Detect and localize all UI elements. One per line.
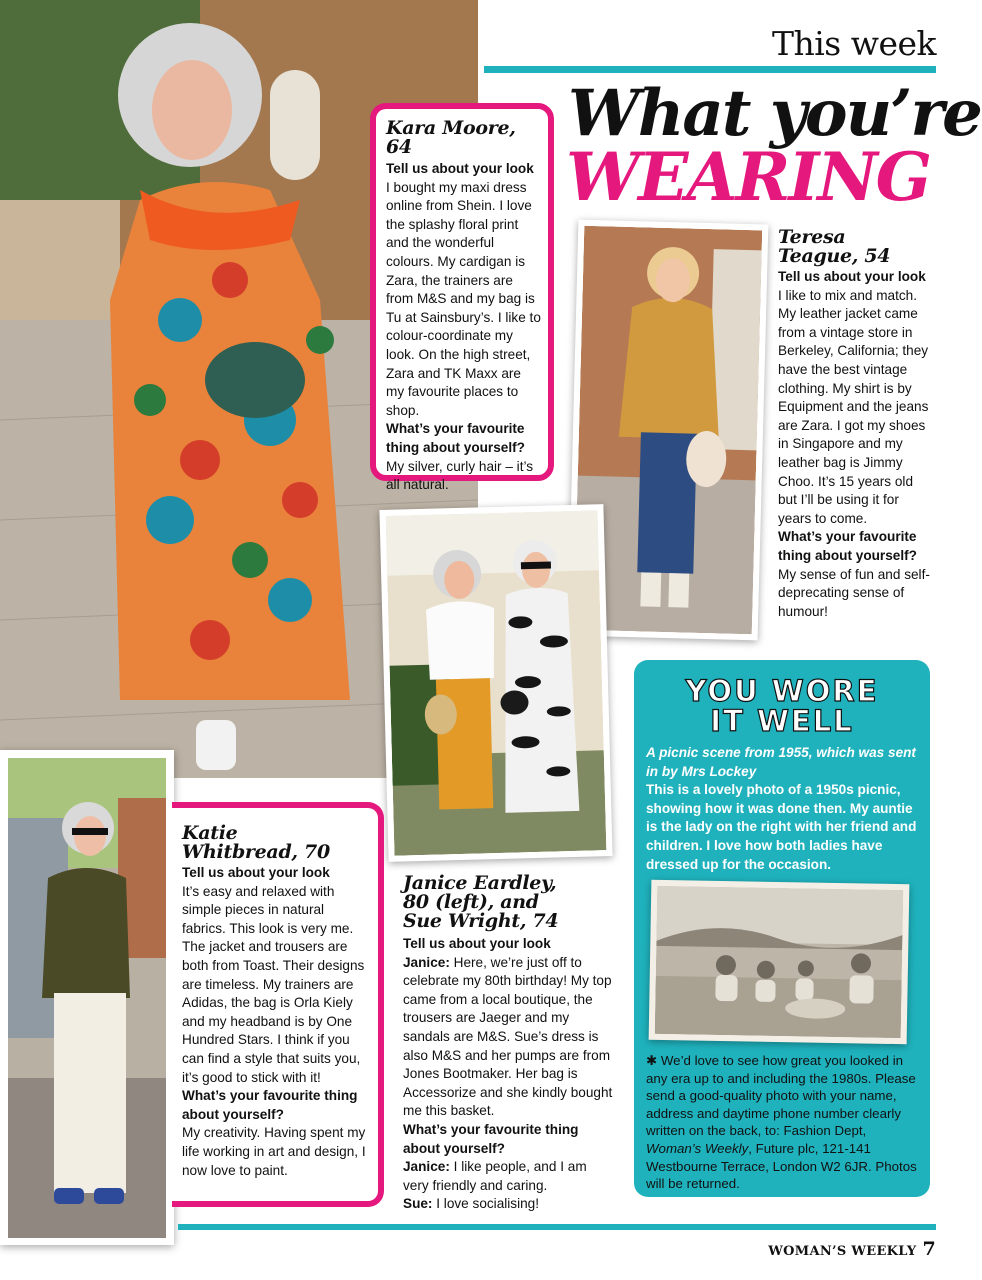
top-teal-rule	[484, 66, 936, 73]
janice-q2: What’s your favourite thing about yourself?	[403, 1121, 579, 1156]
picnic-caption-body: This is a lovely photo of a 1950s picnic, showing how it was done then. My auntie is the lady on the right with her friend and children. I love how both ladies have dressed up for the occasion.	[646, 782, 917, 872]
katie-whitbread-name-line2: Whitbread, 70	[182, 841, 330, 863]
janice-sue-name-line3: Sue Wright, 74	[403, 910, 559, 932]
janice-a1-speaker: Janice:	[403, 954, 450, 970]
katie-whitbread-caption	[172, 802, 384, 1207]
kara-moore-caption	[370, 103, 554, 493]
katie-whitbread-photo-frame	[0, 750, 174, 1245]
katie-answer2: My creativity. Having spent my life working in art and design, I now love to paint.	[182, 1125, 366, 1178]
teresa-teague-caption	[778, 228, 934, 621]
magazine-name: WOMAN’S WEEKLY	[768, 1244, 917, 1259]
bottom-teal-rule	[178, 1224, 936, 1230]
kara-q1: Tell us about your look	[386, 161, 534, 176]
page-folio	[768, 1238, 936, 1260]
submission-magazine-name: Woman’s Weekly	[646, 1140, 749, 1156]
submission-info-part2: , Future plc, 121-141 Westbourne Terrace, London W2 6JR. Photos will be returned.	[646, 1140, 917, 1192]
you-wore-it-well-title-line1: YOU WORE	[685, 674, 879, 708]
janice-sue-name-line1: Janice Eardley,	[403, 872, 557, 894]
janice-sue-name-line2: 80 (left), and	[403, 891, 539, 913]
katie-q1: Tell us about your look	[182, 865, 330, 880]
katie-answer1: It’s easy and relaxed with simple pieces in natural fabrics. This look is very me. The jacket and trousers are both from Toast. Their designs are timeless. My trainers are Adidas, the bag is Orla Kiely and my headband is by One Hundred Stars. I think if you can find a style that suits you, it’s good to stick with it!	[182, 883, 365, 1085]
katie-whitbread-photo	[8, 758, 166, 1238]
kara-moore-name: Kara Moore, 64	[386, 117, 516, 158]
janice-q1: Tell us about your look	[403, 936, 551, 951]
teresa-teague-name-line1: Teresa	[778, 226, 846, 248]
janice-sue-caption	[403, 874, 615, 1214]
submission-star-icon: ✱	[646, 1053, 658, 1068]
you-wore-it-well-panel	[634, 660, 930, 1197]
janice-a2-speaker: Janice:	[403, 1159, 450, 1175]
kara-answer1: I bought my maxi dress online from Shein. I love the splashy floral print and the wonderful colours. My cardigan is Zara, the trainers are from M&S and my bag is Tu at Sainsbury’s. I like to colour-coordinate my look. On the high street, Zara and TK Maxx are my favourite places to shop.	[386, 179, 541, 418]
you-wore-it-well-title-line2: IT WELL	[710, 704, 854, 738]
janice-answer1: Here, we’re just off to celebrate my 80th birthday! My top came from a local boutique, the trousers are Jaeger and my sandals are M&S. Sue’s dress is also M&S and her pumps are from Jones Bootmaker. Her bag is Accessorize and she kindly bought me this basket.	[403, 954, 613, 1119]
janice-answer2: I like people, and I am very friendly and caring.	[403, 1159, 587, 1193]
submission-info-part1: We’d love to see how great you looked in any era up to and including the 1980s. Please send a good-quality photo with your name, address and daytime phone number clearly written on the back, to: Fashion Dept,	[646, 1053, 916, 1139]
katie-whitbread-photo-art	[8, 758, 166, 1238]
picnic-photo-art	[655, 886, 904, 1038]
kara-answer2: My silver, curly hair – it’s all natural.	[386, 458, 534, 493]
teresa-answer2: My sense of fun and self-deprecating sense of humour!	[778, 566, 930, 619]
katie-q2: What’s your favourite thing about yourself?	[182, 1088, 358, 1122]
picnic-photo-frame	[649, 880, 910, 1044]
picnic-caption-intro: A picnic scene from 1955, which was sent in by Mrs Lockey	[646, 745, 916, 779]
janice-sue-photo-frame	[379, 504, 612, 862]
page-title-line2: WEARING	[566, 138, 931, 216]
teresa-q1: Tell us about your look	[778, 269, 926, 284]
kara-q2: What’s your favourite thing about yourself?	[386, 421, 525, 455]
teresa-answer1: I like to mix and match. My leather jacket came from a vintage store in Berkeley, California; they have the best vintage clothing. My shirt is by Equipment and the jeans are Zara. I got my shoes in Singapore and my leather bag is Jimmy Choo. It’s 15 years old but I’ll be using it for years to come.	[778, 287, 929, 526]
sue-answer: I love socialising!	[436, 1196, 540, 1212]
janice-sue-photo-art	[386, 510, 607, 855]
picnic-photo	[655, 886, 904, 1038]
teresa-teague-name-line2: Teague, 54	[778, 245, 891, 267]
teresa-q2: What’s your favourite thing about yourself?	[778, 529, 917, 563]
section-label: This week	[771, 24, 936, 63]
sue-a3-speaker: Sue:	[403, 1196, 433, 1212]
janice-sue-photo	[386, 510, 607, 855]
page-title-line1: What you’re	[568, 76, 981, 151]
page-number: 7	[922, 1238, 936, 1260]
katie-whitbread-name-line1: Katie	[182, 822, 238, 844]
